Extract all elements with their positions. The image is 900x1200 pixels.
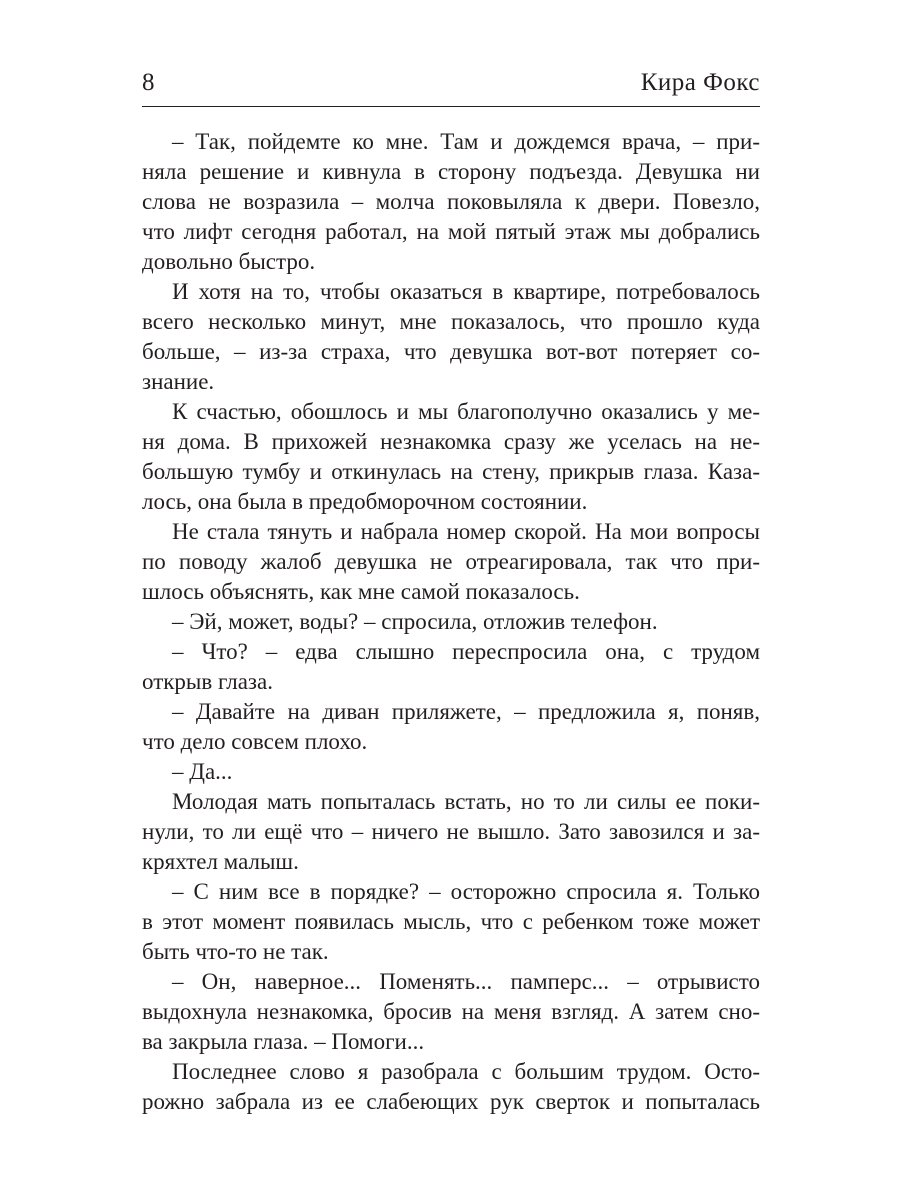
running-title: Кира Фокс	[640, 69, 760, 96]
text-line: довольно быстро.	[142, 249, 316, 274]
text-line: что дело совсем плохо.	[142, 729, 368, 754]
text-line: в этот момент появилась мысль, что с ребенком тоже может	[142, 909, 760, 934]
text-line: ня дома. В прихожей незнакомка сразу же уселась на не-	[142, 429, 760, 454]
text-line: Не стала тянуть и набрала номер скорой. На мои вопросы	[172, 519, 760, 544]
text-line: слова не возразила – молча поковыляла к двери. Повезло,	[142, 189, 760, 214]
text-line: – Эй, может, воды? – спросила, отложив телефон.	[172, 609, 658, 634]
page-header	[142, 68, 760, 98]
text-line: ва закрыла глаза. – Помоги...	[142, 1029, 425, 1054]
text-line: Последнее слово я разобрала с большим трудом. Осто-	[172, 1059, 760, 1084]
text-line: выдохнула незнакомка, бросив на меня взгляд. А затем сно-	[142, 999, 760, 1024]
text-line: лось, она была в предобморочном состоянии.	[142, 489, 588, 514]
text-line: знание.	[142, 369, 215, 394]
body-text	[142, 127, 760, 1117]
text-line: Молодая мать попыталась встать, но то ли силы ее поки-	[172, 789, 760, 814]
text-line: больше, – из-за страха, что девушка вот-вот потеряет со-	[142, 339, 760, 364]
text-line: К счастью, обошлось и мы благополучно оказались у ме-	[172, 399, 760, 424]
header-rule	[142, 106, 760, 107]
text-line: И хотя на то, чтобы оказаться в квартире, потребовалось	[172, 279, 760, 304]
text-line: по поводу жалоб девушка не отреагировала, так что при-	[142, 549, 760, 574]
text-line: что лифт сегодня работал, на мой пятый этаж мы добрались	[142, 219, 760, 244]
text-line: шлось объяснять, как мне самой показалось.	[142, 579, 580, 604]
text-line: няла решение и кивнула в сторону подъезда. Девушка ни	[142, 159, 760, 184]
text-line: нули, то ли ещё что – ничего не вышло. Зато завозился и за-	[142, 819, 760, 844]
text-line: – Он, наверное... Поменять... памперс... – отрывисто	[172, 969, 760, 994]
text-line: большую тумбу и откинулась на стену, прикрыв глаза. Каза-	[142, 459, 760, 484]
text-line: кряхтел малыш.	[142, 849, 299, 874]
text-line: всего несколько минут, мне показалось, что прошло куда	[142, 309, 760, 334]
text-line: рожно забрала из ее слабеющих рук сверток и попыталась	[142, 1089, 760, 1114]
text-line: – Что? – едва слышно переспросила она, с трудом	[172, 639, 760, 664]
text-line: – Так, пойдемте ко мне. Там и дождемся врача, – при-	[172, 129, 760, 154]
text-line: – Да...	[172, 759, 233, 784]
page-number: 8	[142, 69, 155, 96]
text-line: открыв глаза.	[142, 669, 273, 694]
text-line: – С ним все в порядке? – осторожно спросила я. Только	[172, 879, 760, 904]
text-line: – Давайте на диван приляжете, – предложила я, поняв,	[172, 699, 760, 724]
text-line: быть что-то не так.	[142, 939, 329, 964]
